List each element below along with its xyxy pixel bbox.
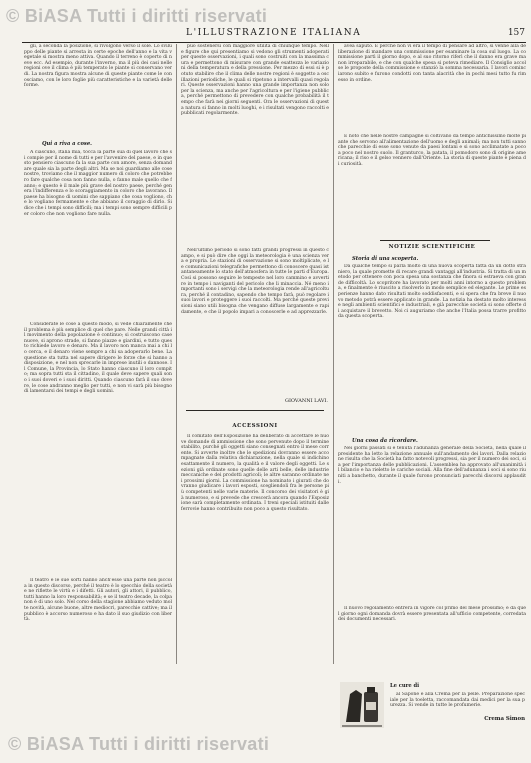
- paragraph: può sostenersi con maggiore utilità di chiunque tempo. Nelle figure che qui presentiamo si vedono gli strumenti adoperati per queste osservazioni, i quali sono costruiti con la massima cura e permettono di misurare con grande esattezza le variazioni della temperatura e della pressione. Per mezzo di essi si è potuto stabilire che il clima delle nostre regioni è soggetto a oscillazioni periodiche, le quali si ripetono a intervalli quasi regolari. Queste osservazioni hanno una grande importanza non solo per la scienza, ma anche per l'agricoltura e per l'igiene pubblica, perché permettono di prevedere con qualche probabilità il tempo che farà nei giorni seguenti. Ora le osservazioni di questa natura si fanno in molti luoghi, e i risultati vengono raccolti e pubblicati regolarmente.: [181, 44, 329, 117]
- column-3-top-text: [338, 44, 526, 130]
- running-head: L'ILLUSTRAZIONE ITALIANA: [186, 28, 362, 38]
- paragraph: Nei giorni passati si è tenuta l'adunanza generale della Società, nella quale il presidente ha letto la relazione annuale sull'andamento dei lavori. Dalla relazione risulta che la Società ha fatto notevoli progressi, sia per il numero dei soci, sia per l'importanza delle pubblicazioni. L'assemblea ha approvato all'unanimità il bilancio e ha rieletto le cariche sociali. Alla fine dell'adunanza i soci si sono riuniti a banchetto, durante il quale furono pronunciati parecchi discorsi applauditi.: [338, 446, 526, 485]
- paragraph: al Sapone e alla Crema per la pelle. Preparazione speciale per la toeletta, raccomandata dai medici per la sua purezza. Si vende in tutte le profumerie.: [390, 692, 525, 709]
- advertisement-illustration: [340, 682, 384, 728]
- advertisement-text: [390, 692, 525, 716]
- bottle-illustration-icon: [340, 682, 384, 728]
- advertisement-brand: Crema Simon: [484, 716, 525, 722]
- paragraph: È noto che nelle nostre campagne si coltivano da tempo antichissimo molte piante che servono all'alimentazione dell'uomo e degli animali; ma non tutti sanno che parecchie di esse sono venute da paesi lontani e si sono acclimatate a poco a poco nel nostro suolo. Il granturco, la patata, il pomodoro sono di origine americana; il riso e il gelso vennero dall'Oriente. La storia di queste piante è piena di curiosità.: [338, 134, 526, 167]
- column-3-middle-text: [338, 134, 526, 234]
- page-number: 157: [507, 28, 525, 38]
- column-3-bottom-text: [338, 606, 526, 676]
- column-1-lower-text: [24, 322, 172, 574]
- advertisement-title: Le cure di: [390, 683, 420, 689]
- paragraph: Nell'ultimo periodo si sono fatti grandi progressi in questo campo, e si può dire che oggi la meteorologia è una scienza vera e propria. Le stazioni di osservazione si sono moltiplicate, e le comunicazioni telegrafiche permettono di conoscere quasi istantaneamente lo stato dell'atmosfera in tutte le parti d'Europa. Così si possono seguire le tempeste nel loro cammino e avvertire in tempo i naviganti del pericolo che li minaccia. Né meno importanti sono i servigi che la meteorologia rende all'agricoltura, perché il contadino, sapendo che tempo farà, può regolare i suoi lavori e proteggere i suoi raccolti. Ma perché queste previsioni siano utili bisogna che vengano diffuse largamente e rapidamente, e che il popolo impari a conoscerle e ad apprezzarle.: [181, 248, 329, 315]
- paragraph: Il comitato dell'Esposizione ha deliberato di accettare le nuove domande di ammissione che sono pervenute dopo il termine stabilito, purché gli oggetti siano consegnati entro il mese corrente. Si avverte inoltre che le spedizioni dovranno essere accompagnate dalla relativa dichiarazione, nella quale si indichino esattamente il numero, la qualità e il valore degli oggetti. Le sezioni già ordinate sono quelle delle arti belle, delle industrie meccaniche e dei prodotti agricoli; le altre saranno ordinate nei prossimi giorni. La commissione ha nominato i giurati che dovranno giudicare i lavori esposti, scegliendoli fra le persone più competenti nelle varie materie. Il concorso dei visitatori è già numeroso, e si prevede che crescerà ancora quando l'Esposizione sarà completamente ordinata. I treni speciali istituiti dalle ferrovie hanno contribuito non poco a questo risultato.: [181, 434, 329, 512]
- entry-2-title: Una cosa da ricordare.: [352, 438, 418, 444]
- paragraph: avea saputo. E perché non vi era il tempo di pensare ad altro, si venne alla deliberazione di mandare una commissione per esaminare la cosa sul luogo. La commissione partì il giorno dopo, e al suo ritorno riferì che il danno era grave ma non irreparabile, e che con qualche spesa si poteva rimediare. Il Consiglio accolse le proposte della commissione e stanziò la somma necessaria. I lavori cominciarono subito e furono condotti con tanta alacrità che in pochi mesi tutto fu rimesso in ordine.: [338, 44, 526, 83]
- column-divider-2: [333, 44, 334, 664]
- watermark-bottom: © BiASA Tutti i diritti riservati: [8, 734, 270, 754]
- column-1-top-text: [24, 44, 172, 140]
- paragraph: Il nuovo regolamento entrerà in vigore col primo del mese prossimo; e da quel giorno ogni domanda dovrà essere presentata all'ufficio competente, corredata dei documenti necessari.: [338, 606, 526, 623]
- column-2-middle-text: [181, 248, 329, 396]
- entry-1-text: [338, 264, 526, 434]
- column-2-bottom-text: [181, 434, 329, 662]
- section-heading-accessioni: ACCESSIONI: [232, 423, 278, 429]
- column-2-top-text: [181, 44, 329, 244]
- article-end-rule: [186, 410, 324, 411]
- watermark-top: © BiASA Tutti i diritti riservati: [6, 6, 268, 26]
- section-heading-notizie: NOTIZIE SCIENTIFICHE: [388, 244, 476, 250]
- article-signature: GIOVANNI LAVI.: [284, 398, 328, 404]
- column-1-bottom-text: [24, 578, 172, 662]
- paragraph: Considerate le cose a questo modo, si vede chiaramente che il problema è più semplice di quel che pare. Nelle grandi città il movimento della popolazione è continuo; si costruiscono case nuove, si aprono strade, si fanno piazze e giardini, e tutto questo richiede lavoro e denaro. Ma il lavoro non manca mai a chi lo cerca, e il denaro viene sempre a chi sa adoperarlo bene. La questione sta tutta nel sapere dirigere le forze che si hanno a disposizione, e nel non sprecarle in imprese inutili o dannose. Il Comune, la Provincia, lo Stato hanno ciascuno il loro compito; ma sopra tutti sta il cittadino, il quale deve sapere quali sono i suoi doveri e i suoi diritti. Quando ciascuno farà il suo dovere, le cose andranno meglio per tutti, e non vi sarà più bisogno di lamentarsi dei tempi e degli uomini.: [24, 322, 172, 395]
- paragraph: Il teatro e le sue sorti hanno anch'esse una parte non piccola in questo discorso, perché il teatro è lo specchio della società e ne riflette le virtù e i difetti. Gli autori, gli attori, il pubblico, tutti hanno la loro responsabilità; e se il teatro decade, la colpa non è di uno solo. Nel corso della stagione abbiamo veduto molte novità, alcune buone, altre mediocri, parecchie cattive; ma il pubblico è accorso numeroso e ha dato il suo giudizio con libertà.: [24, 578, 172, 623]
- paragraph: Da qualche tempo si parla molto di una nuova scoperta fatta da un dotto straniero, la quale promette di recare grandi vantaggi all'industria. Si tratta di un metodo per ottenere con poca spesa una sostanza che finora si estraeva con grande difficoltà. Lo scopritore ha lavorato per molti anni intorno a questo problema, e finalmente è riuscito a risolverlo in modo semplice ed elegante. Le prime esperienze hanno dato risultati molto soddisfacenti, e si spera che fra breve il nuovo metodo potrà essere applicato in grande. La notizia ha destato molto interesse negli ambienti scientifici e industriali, e già parecchie società si sono offerte di acquistare il brevetto. Noi ci auguriamo che anche l'Italia possa trarre profitto da questa scoperta.: [338, 264, 526, 320]
- column-1-subheading: Qui a riva a cose.: [42, 141, 92, 147]
- column-1-middle-text: [24, 150, 172, 318]
- column-divider-1: [176, 44, 177, 664]
- paragraph: gli, a seconda la posizione, si rivolgono verso il sole. Lo sviluppo delle piante si arresta in certe epoche dell'anno e la vita vegetale si mostra meno attiva. Quando il terreno è coperto di neve ecc. Ad esempio, durante l'inverno, ma il più dei casi nelle regioni ove il clima è più temperato le piante si conservano verdi. La nostra figura mostra alcune di queste piante come le conosciamo, con le loro foglie più caratteristiche e la varietà delle forme.: [24, 44, 172, 89]
- paragraph: A ciascuno, Italia mia, tocca la parte sua di quel lavoro che si compie per il nome di tutti e per l'avvenire del paese, e in questo pensiero ciascuno fa la sua parte con amore, senza domandare quale sia la parte degli altri. Ma se noi guardiamo alle cose nostre, troviamo che il maggior numero di coloro che potrebbero fare qualche cosa non fanno nulla, o fanno male quello che fanno; e questo è il male più grave del nostro paese, perché genera l'indifferenza e lo scoraggiamento in coloro che lavorano. Il paese ha bisogno di uomini che sappiano che cosa vogliono, che lo vogliano fermamente e che abbiano il coraggio di dirlo. Si dice che i tempi sono difficili; ma i tempi sono sempre difficili per coloro che non vogliono fare nulla.: [24, 150, 172, 217]
- entry-1-title: Storia di una scoperta.: [352, 256, 419, 262]
- entry-2-text: [338, 446, 526, 602]
- header-rule: [22, 42, 526, 43]
- section-rule: [380, 240, 490, 241]
